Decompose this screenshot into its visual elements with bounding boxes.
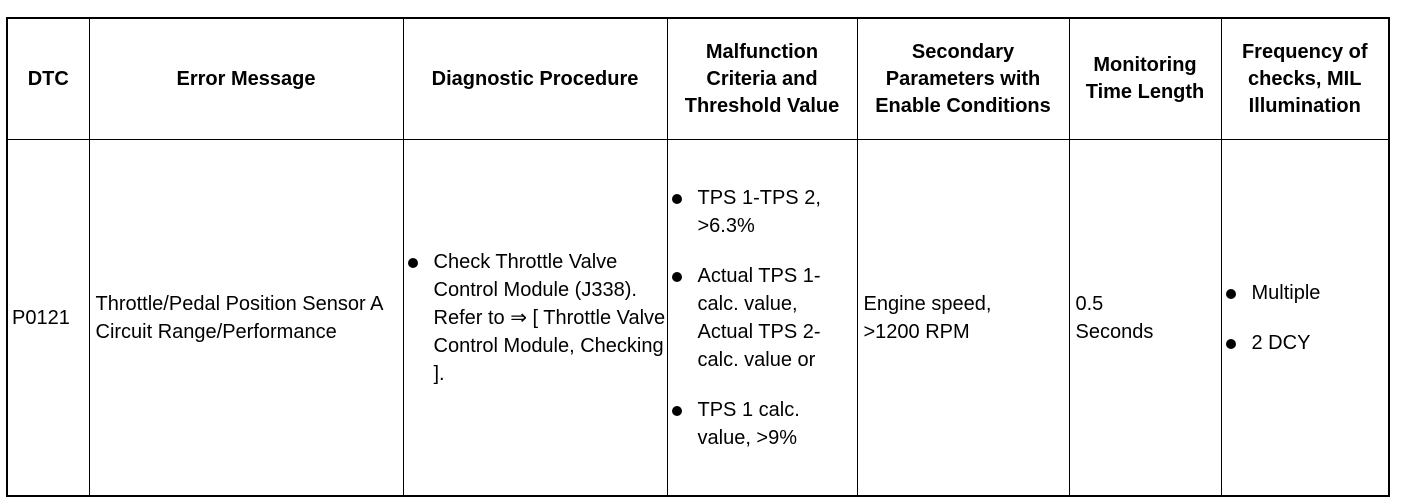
criteria-item: TPS 1-TPS 2, >6.3% <box>668 184 857 240</box>
criteria-item: TPS 1 calc. value, >9% <box>668 396 857 452</box>
frequency-list <box>1222 279 1389 357</box>
procedure-item: Check Throttle Valve Control Module (J338). Refer to ⇒ [ Throttle Valve Control Module, Checking ]. <box>404 248 667 388</box>
frequency-item: Multiple <box>1222 279 1389 307</box>
criteria-list <box>668 184 857 452</box>
header-diagnostic-procedure: Diagnostic Procedure <box>403 18 667 140</box>
cell-diagnostic-procedure <box>403 140 667 497</box>
criteria-item: Actual TPS 1-calc. value, Actual TPS 2-calc. value or <box>668 262 857 374</box>
header-frequency: Frequency of checks, MIL Illumination <box>1221 18 1389 140</box>
table-row <box>7 140 1389 497</box>
frequency-item: 2 DCY <box>1222 329 1389 357</box>
header-dtc: DTC <box>7 18 89 140</box>
cell-secondary-parameters: Engine speed, >1200 RPM <box>857 140 1069 497</box>
procedure-list <box>404 248 667 388</box>
header-malfunction-criteria: Malfunction Criteria and Threshold Value <box>667 18 857 140</box>
dtc-table <box>6 17 1390 497</box>
header-error-message: Error Message <box>89 18 403 140</box>
cell-monitoring-time: 0.5 Seconds <box>1069 140 1221 497</box>
cell-frequency <box>1221 140 1389 497</box>
header-secondary-parameters: Secondary Parameters with Enable Conditions <box>857 18 1069 140</box>
cell-malfunction-criteria <box>667 140 857 497</box>
cell-error-message: Throttle/Pedal Position Sensor A Circuit Range/Performance <box>89 140 403 497</box>
header-monitoring-time: Monitoring Time Length <box>1069 18 1221 140</box>
cell-dtc: P0121 <box>7 140 89 497</box>
table-header-row <box>7 18 1389 140</box>
